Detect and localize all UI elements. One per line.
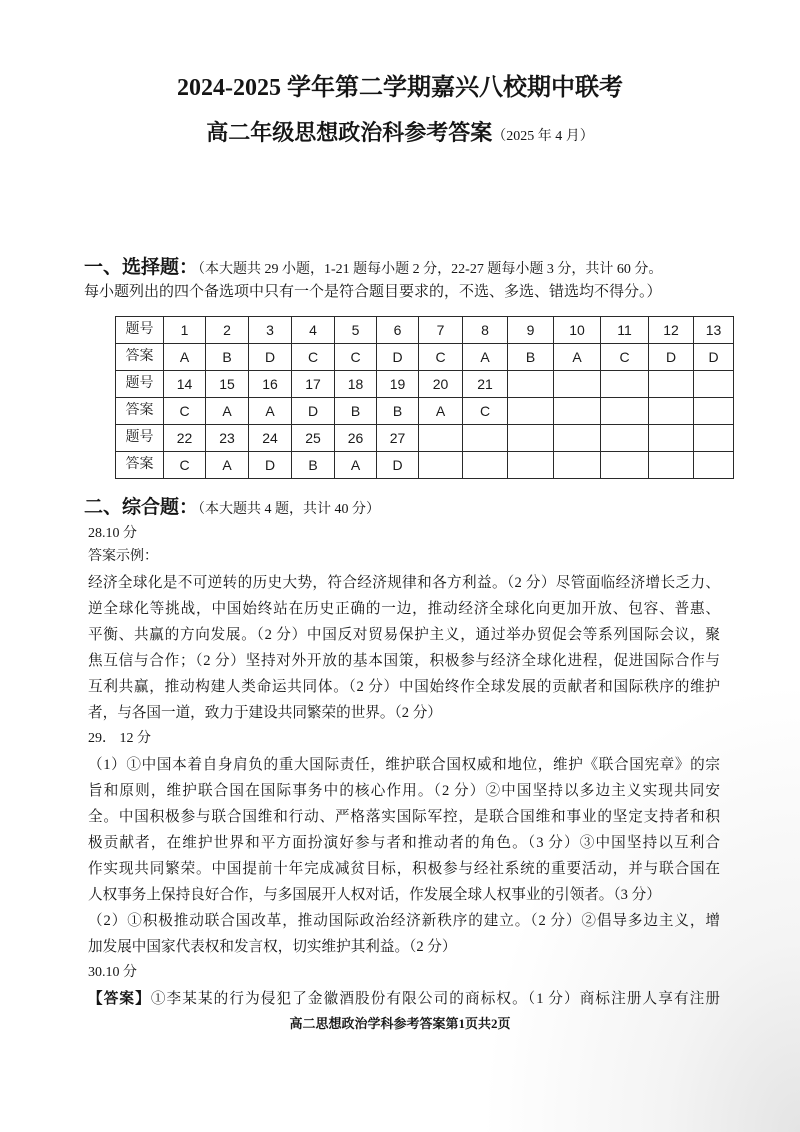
- answer-cell: C: [164, 398, 206, 425]
- subtitle-text: 高二年级思想政治科参考答案: [206, 120, 493, 145]
- answer-cell: D: [377, 452, 419, 479]
- answer-cell: A: [249, 398, 292, 425]
- question-number-cell: 9: [508, 317, 554, 344]
- q28-answer-line: 平衡、共赢的方向发展。（2 分）中国反对贸易保护主义，通过举办贸促会等系列国际会议，聚: [88, 627, 720, 643]
- answer-cell: D: [249, 344, 292, 371]
- section2-note: （本大题共 4 题，共计 40 分）: [198, 502, 381, 517]
- question-number-cell: 5: [335, 317, 377, 344]
- q28-example-label: 答案示例：: [88, 549, 158, 564]
- row-label-cell: 答案: [116, 452, 164, 479]
- q29-answer-line: 作实现共同繁荣。中国提前十年完成减贫目标，积极参与经社系统的重要活动，并与联合国在: [88, 861, 720, 877]
- answer-cell: [694, 452, 734, 479]
- q29-score: 29． 12 分: [88, 731, 151, 746]
- question-number-row: [116, 425, 734, 452]
- row-label-cell: 答案: [116, 398, 164, 425]
- question-number-cell: 23: [206, 425, 249, 452]
- answer-cell: [419, 452, 463, 479]
- answer-row: [116, 398, 734, 425]
- q29-answer-line: 人权事务上保持良好合作，与多国展开人权对话，作发展全球人权事业的引领者。（3 分）: [88, 887, 661, 903]
- question-number-cell: 26: [335, 425, 377, 452]
- section1-note-continued: 每小题列出的四个备选项中只有一个是符合题目要求的，不选、多选、错选均不得分。）: [84, 284, 662, 300]
- answer-cell: C: [601, 344, 649, 371]
- answer-cell: A: [335, 452, 377, 479]
- question-number-cell: [508, 425, 554, 452]
- question-number-row: [116, 371, 734, 398]
- question-number-row: [116, 317, 734, 344]
- multiple-choice-answer-table: [115, 316, 734, 479]
- q28-answer-line: 互利共赢，推动构建人类命运共同体。（2 分）中国始终作全球发展的贡献者和国际秩序的维护: [88, 679, 720, 695]
- question-number-cell: 8: [463, 317, 508, 344]
- answer-row: [116, 452, 734, 479]
- exam-date: （2025 年 4 月）: [492, 129, 594, 144]
- question-number-cell: 11: [601, 317, 649, 344]
- section1-note: （本大题共 29 小题，1-21 题每小题 2 分，22-27 题每小题 3 分，共计 60 分。: [198, 262, 663, 277]
- answer-cell: C: [164, 452, 206, 479]
- answer-cell: D: [377, 344, 419, 371]
- question-number-cell: 21: [463, 371, 508, 398]
- question-number-cell: [694, 425, 734, 452]
- question-number-cell: 20: [419, 371, 463, 398]
- question-number-cell: 4: [292, 317, 335, 344]
- question-number-cell: 14: [164, 371, 206, 398]
- answer-cell: A: [206, 452, 249, 479]
- section2-heading: 二、综合题：: [84, 497, 199, 518]
- question-number-cell: 7: [419, 317, 463, 344]
- answer-cell: C: [419, 344, 463, 371]
- question-number-cell: [649, 425, 694, 452]
- q30-answer-label: 【答案】: [88, 991, 151, 1007]
- answer-body: [88, 570, 720, 1012]
- question-number-cell: [601, 371, 649, 398]
- page-footer: 高二思想政治学科参考答案第1页共2页: [289, 1016, 511, 1031]
- answer-cell: [463, 452, 508, 479]
- q30-score: 30.10 分: [88, 965, 137, 980]
- answer-table-body: [116, 317, 734, 479]
- question-number-cell: 12: [649, 317, 694, 344]
- page-title: 2024-2025 学年第二学期嘉兴八校期中联考: [177, 75, 623, 101]
- answer-cell: [649, 398, 694, 425]
- answer-cell: B: [335, 398, 377, 425]
- q29-answer-line: （1）①中国本着自身肩负的重大国际责任，维护联合国权威和地位，维护《联合国宪章》的宗: [88, 757, 720, 773]
- question-number-cell: [508, 371, 554, 398]
- answer-cell: B: [508, 344, 554, 371]
- question-number-cell: 3: [249, 317, 292, 344]
- q28-answer-line: 经济全球化是不可逆转的历史大势，符合经济规律和各方利益。（2 分）尽管面临经济增长乏力、: [88, 575, 720, 591]
- answer-cell: [554, 398, 601, 425]
- row-label-cell: 题号: [116, 425, 164, 452]
- answer-cell: D: [649, 344, 694, 371]
- q29-answer-line: （2）①积极推动联合国改革，推动国际政治经济新秩序的建立。（2 分）②倡导多边主义，增: [88, 913, 720, 929]
- row-label-cell: 题号: [116, 317, 164, 344]
- row-label-cell: 题号: [116, 371, 164, 398]
- answer-cell: B: [292, 452, 335, 479]
- answer-cell: [601, 398, 649, 425]
- q29-answer-line: 全。中国积极参与联合国维和行动、严格落实国际军控，是联合国维和事业的坚定支持者和积: [88, 809, 720, 825]
- answer-cell: [508, 398, 554, 425]
- question-number-cell: [463, 425, 508, 452]
- answer-row: [116, 344, 734, 371]
- answer-cell: [601, 452, 649, 479]
- q29-answer-line: 旨和原则，维护联合国在国际事务中的核心作用。（2 分）②中国坚持以多边主义实现共同安: [88, 783, 720, 799]
- question-number-cell: 10: [554, 317, 601, 344]
- answer-cell: A: [463, 344, 508, 371]
- q29-answer-line: 加发展中国家代表权和发言权，切实维护其利益。（2 分）: [88, 939, 457, 955]
- question-number-cell: [601, 425, 649, 452]
- q29-answer-line: 极贡献者，在维护世界和平方面扮演好参与者和推动者的角色。（3 分）③中国坚持以互利合: [88, 835, 720, 851]
- question-number-cell: 6: [377, 317, 419, 344]
- row-label-cell: 答案: [116, 344, 164, 371]
- answer-cell: D: [292, 398, 335, 425]
- answer-cell: C: [335, 344, 377, 371]
- question-number-cell: [649, 371, 694, 398]
- question-number-cell: 25: [292, 425, 335, 452]
- answer-cell: [649, 452, 694, 479]
- answer-cell: A: [554, 344, 601, 371]
- question-number-cell: 16: [249, 371, 292, 398]
- section2-header: [84, 494, 380, 524]
- answer-cell: [694, 398, 734, 425]
- q30-answer-line: [88, 986, 720, 1012]
- q28-score: 28.10 分: [88, 526, 137, 541]
- answer-cell: D: [694, 344, 734, 371]
- question-number-cell: 22: [164, 425, 206, 452]
- answer-cell: A: [164, 344, 206, 371]
- q28-answer-line: 者，与各国一道，致力于建设共同繁荣的世界。（2 分）: [88, 705, 442, 721]
- answer-cell: A: [206, 398, 249, 425]
- q28-answer-line: 逆全球化等挑战，中国始终站在历史正确的一边，推动经济全球化向更加开放、包容、普惠、: [88, 601, 720, 617]
- question-number-cell: 13: [694, 317, 734, 344]
- answer-cell: B: [206, 344, 249, 371]
- question-number-cell: 24: [249, 425, 292, 452]
- question-number-cell: [554, 425, 601, 452]
- question-number-cell: 27: [377, 425, 419, 452]
- question-number-cell: 17: [292, 371, 335, 398]
- question-number-cell: [694, 371, 734, 398]
- question-number-cell: 18: [335, 371, 377, 398]
- question-number-cell: 1: [164, 317, 206, 344]
- page-subtitle: [0, 117, 800, 153]
- answer-cell: C: [292, 344, 335, 371]
- q28-answer-line: 焦互信与合作；（2 分）坚持对外开放的基本国策，积极参与经济全球化进程，促进国际合作与: [88, 653, 720, 669]
- question-number-cell: 19: [377, 371, 419, 398]
- answer-cell: [508, 452, 554, 479]
- answer-cell: B: [377, 398, 419, 425]
- section1-heading: 一、选择题：: [84, 257, 199, 278]
- question-number-cell: [554, 371, 601, 398]
- answer-cell: C: [463, 398, 508, 425]
- q30-answer-text: ①李某某的行为侵犯了金徽酒股份有限公司的商标权。（1 分）商标注册人享有注册: [150, 991, 720, 1007]
- question-number-cell: 15: [206, 371, 249, 398]
- answer-cell: [554, 452, 601, 479]
- question-number-cell: 2: [206, 317, 249, 344]
- question-number-cell: [419, 425, 463, 452]
- answer-cell: A: [419, 398, 463, 425]
- answer-cell: D: [249, 452, 292, 479]
